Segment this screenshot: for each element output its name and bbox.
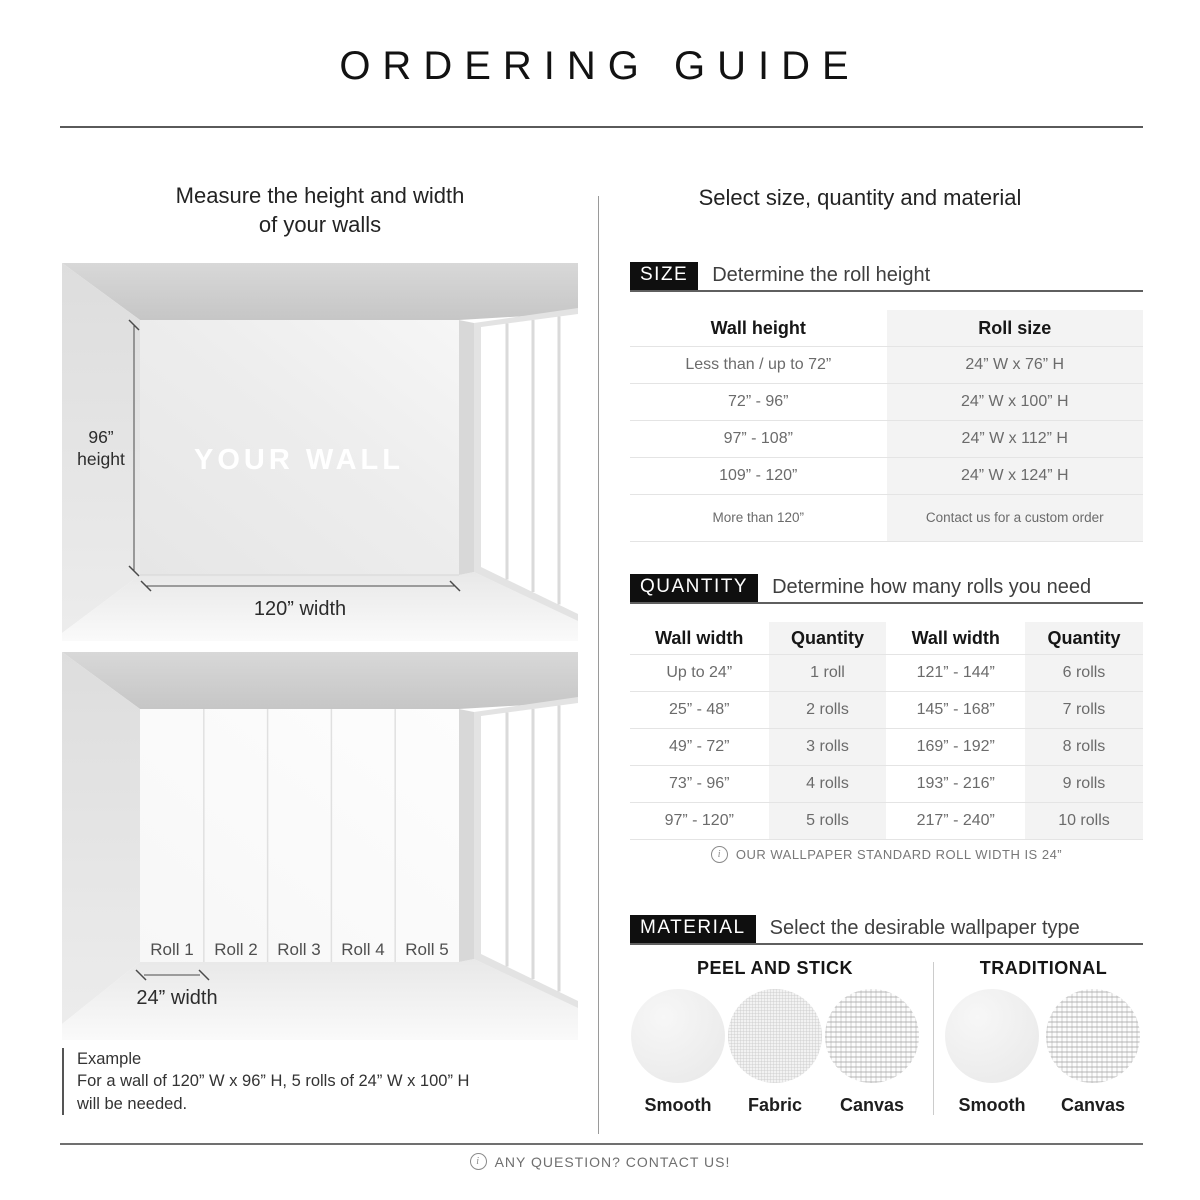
table-header-row xyxy=(630,310,1143,347)
wall-height-header: Wall height xyxy=(710,317,806,338)
table-header-row xyxy=(630,622,1143,655)
top-divider xyxy=(60,126,1143,128)
roll-label-5: Roll 5 xyxy=(405,940,449,959)
roll-size-value: 24” W x 100” H xyxy=(887,384,1144,420)
quantity-header: Quantity xyxy=(1025,622,1143,654)
canvas-swatch-icon xyxy=(825,989,919,1083)
wall-width-header: Wall width xyxy=(911,627,1000,648)
table-row xyxy=(630,495,1143,542)
table-row xyxy=(630,421,1143,458)
canvas-swatch-icon xyxy=(1046,989,1140,1083)
wall-height-value: More than 120” xyxy=(712,509,805,525)
swatch-label-canvas: Canvas xyxy=(1060,1095,1126,1115)
material-badge: MATERIAL xyxy=(630,915,756,943)
width-label: 120” width xyxy=(253,598,347,620)
left-wall xyxy=(62,263,140,633)
table-row xyxy=(630,692,1143,729)
size-table xyxy=(630,310,1143,542)
roll-label-1: Roll 1 xyxy=(150,940,194,959)
table-row xyxy=(630,384,1143,421)
roll-size-value: Contact us for a custom order xyxy=(887,495,1144,541)
table-row xyxy=(630,458,1143,495)
info-icon: i xyxy=(711,846,728,863)
left-wall xyxy=(62,652,140,1024)
material-divider xyxy=(933,962,934,1115)
example-title: Example xyxy=(77,1050,142,1068)
roll-size-value: 24” W x 112” H xyxy=(887,421,1144,457)
smooth-swatch-icon xyxy=(631,989,725,1083)
material-section-header xyxy=(630,915,1143,945)
measure-heading-line1: Measure the height and width xyxy=(175,183,465,208)
footer-contact-note xyxy=(0,1153,1200,1170)
window-jamb xyxy=(459,709,474,962)
wall-width-value: 193” - 216” xyxy=(916,775,995,792)
example-line2: will be needed. xyxy=(77,1094,188,1113)
window-glass xyxy=(481,703,578,1001)
footer-divider xyxy=(60,1143,1143,1145)
wall-width-value: Up to 24” xyxy=(666,664,733,681)
info-icon: i xyxy=(470,1153,487,1170)
wall-width-value: 49” - 72” xyxy=(669,738,730,755)
column-divider xyxy=(598,196,599,1134)
quantity-value: 6 rolls xyxy=(1025,655,1143,691)
wall-width-value: 25” - 48” xyxy=(669,701,730,718)
select-heading: Select size, quantity and material xyxy=(698,185,1022,210)
fabric-swatch-icon xyxy=(728,989,822,1083)
wall-width-value: 169” - 192” xyxy=(916,738,995,755)
smooth-swatch-icon xyxy=(945,989,1039,1083)
room-illustration-rolls xyxy=(62,652,578,1040)
quantity-value: 3 rolls xyxy=(769,729,887,765)
table-row xyxy=(630,347,1143,384)
swatch-label-fabric: Fabric xyxy=(747,1095,803,1115)
room-illustration-your-wall xyxy=(62,263,578,641)
example-block xyxy=(62,1048,547,1115)
wall-height-value: 72” - 96” xyxy=(728,393,789,410)
wall-width-value: 73” - 96” xyxy=(669,775,730,792)
material-options xyxy=(630,958,1143,1126)
quantity-section-header xyxy=(630,574,1143,604)
page-title: ORDERING GUIDE xyxy=(339,44,861,88)
height-value-label: 96” xyxy=(88,427,114,447)
swatch-label-smooth: Smooth xyxy=(958,1095,1026,1115)
quantity-table xyxy=(630,622,1143,840)
example-line1: For a wall of 120” W x 96” H, 5 rolls of 24” W x 100” H xyxy=(77,1072,470,1091)
size-subtitle: Determine the roll height xyxy=(712,264,931,287)
quantity-subtitle: Determine how many rolls you need xyxy=(772,576,1092,599)
swatch-label-canvas: Canvas xyxy=(839,1095,905,1115)
quantity-header: Quantity xyxy=(769,622,887,654)
quantity-value: 5 rolls xyxy=(769,803,887,839)
quantity-value: 4 rolls xyxy=(769,766,887,802)
roll-width-label: 24” width xyxy=(136,987,218,1009)
roll-label-2: Roll 2 xyxy=(214,940,258,959)
material-subtitle: Select the desirable wallpaper type xyxy=(769,917,1080,940)
table-row xyxy=(630,729,1143,766)
wall-width-value: 217” - 240” xyxy=(916,812,995,829)
quantity-value: 2 rolls xyxy=(769,692,887,728)
quantity-value: 10 rolls xyxy=(1025,803,1143,839)
quantity-value: 8 rolls xyxy=(1025,729,1143,765)
footer-contact-text: ANY QUESTION? CONTACT US! xyxy=(494,1153,731,1170)
quantity-value: 9 rolls xyxy=(1025,766,1143,802)
table-row xyxy=(630,803,1143,840)
quantity-value: 1 roll xyxy=(769,655,887,691)
quantity-badge: QUANTITY xyxy=(630,574,758,602)
window-jamb xyxy=(459,320,474,575)
roll-label-4: Roll 4 xyxy=(341,940,385,959)
window-glass xyxy=(481,314,578,614)
size-badge: SIZE xyxy=(630,262,698,290)
wall-height-value: Less than / up to 72” xyxy=(685,356,832,373)
wall-width-value: 121” - 144” xyxy=(916,664,995,681)
wall-height-value: 97” - 108” xyxy=(723,430,793,447)
quantity-value: 7 rolls xyxy=(1025,692,1143,728)
measure-heading xyxy=(60,181,580,239)
roll-width-note xyxy=(630,846,1143,863)
height-word-label: height xyxy=(77,449,125,469)
back-wall-panels xyxy=(140,709,459,962)
traditional-title: TRADITIONAL xyxy=(979,958,1108,978)
table-row xyxy=(630,655,1143,692)
size-section-header xyxy=(630,262,1143,292)
roll-width-note-text: OUR WALLPAPER STANDARD ROLL WIDTH IS 24” xyxy=(735,847,1063,862)
roll-size-value: 24” W x 76” H xyxy=(887,347,1144,383)
wall-height-value: 109” - 120” xyxy=(719,467,798,484)
roll-label-3: Roll 3 xyxy=(277,940,321,959)
peel-and-stick-title: PEEL AND STICK xyxy=(696,958,854,978)
wall-width-header: Wall width xyxy=(655,627,744,648)
roll-size-value: 24” W x 124” H xyxy=(887,458,1144,494)
wall-width-value: 145” - 168” xyxy=(916,701,995,718)
swatch-label-smooth: Smooth xyxy=(644,1095,712,1115)
your-wall-label: YOUR WALL xyxy=(194,444,404,476)
table-row xyxy=(630,766,1143,803)
measure-heading-line2: of your walls xyxy=(258,212,382,238)
roll-size-header: Roll size xyxy=(887,310,1144,346)
ceiling xyxy=(62,263,578,320)
wall-width-value: 97” - 120” xyxy=(664,812,734,829)
ceiling xyxy=(62,652,578,709)
